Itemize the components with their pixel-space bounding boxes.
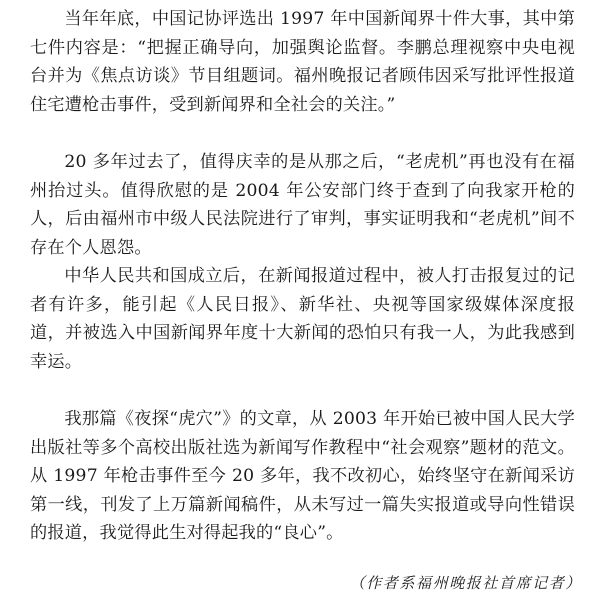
- paragraph-3: 中华人民共和国成立后，在新闻报道过程中，被人打击报复过的记者有许多，能引起《人民日报》、新华社、央视等国家级媒体深度报道，并被选入中国新闻界年度十大新闻的恐怕只有我一人，为此我感到幸运。: [30, 266, 575, 372]
- paragraph-2: 20 多年过去了，值得庆幸的是从那之后，“老虎机”再也没有在福州抬过头。值得欣慰的是 2004 年公安部门终于查到了向我家开枪的人，后由福州市中级人民法院进行了审判，事实证明我和“老虎机”间不存在个人恩怨。: [30, 152, 575, 258]
- author-byline: （作者系福州晚报社首席记者）: [349, 574, 582, 592]
- paragraph-1: 当年年底，中国记协评选出 1997 年中国新闻界十件大事，其中第七件内容是：“把握正确导向，加强舆论监督。李鹏总理视察中央电视台并为《焦点访谈》节目组题词。福州晚报记者顾伟因采写批评性报道住宅遭枪击事件，受到新闻界和全社会的关注。”: [30, 9, 575, 115]
- paragraph-4: 我那篇《夜探“虎穴”》的文章，从 2003 年开始已被中国人民大学出版社等多个高校出版社选为新闻写作教程中“社会观察”题材的范文。从 1997 年枪击事件至今 20 多年，我不改初心，始终坚守在新闻采访第一线，刊发了上万篇新闻稿件，从未写过一篇失实报道或导向性错误的报道，我觉得此生对得起我的“良心”。: [30, 409, 575, 543]
